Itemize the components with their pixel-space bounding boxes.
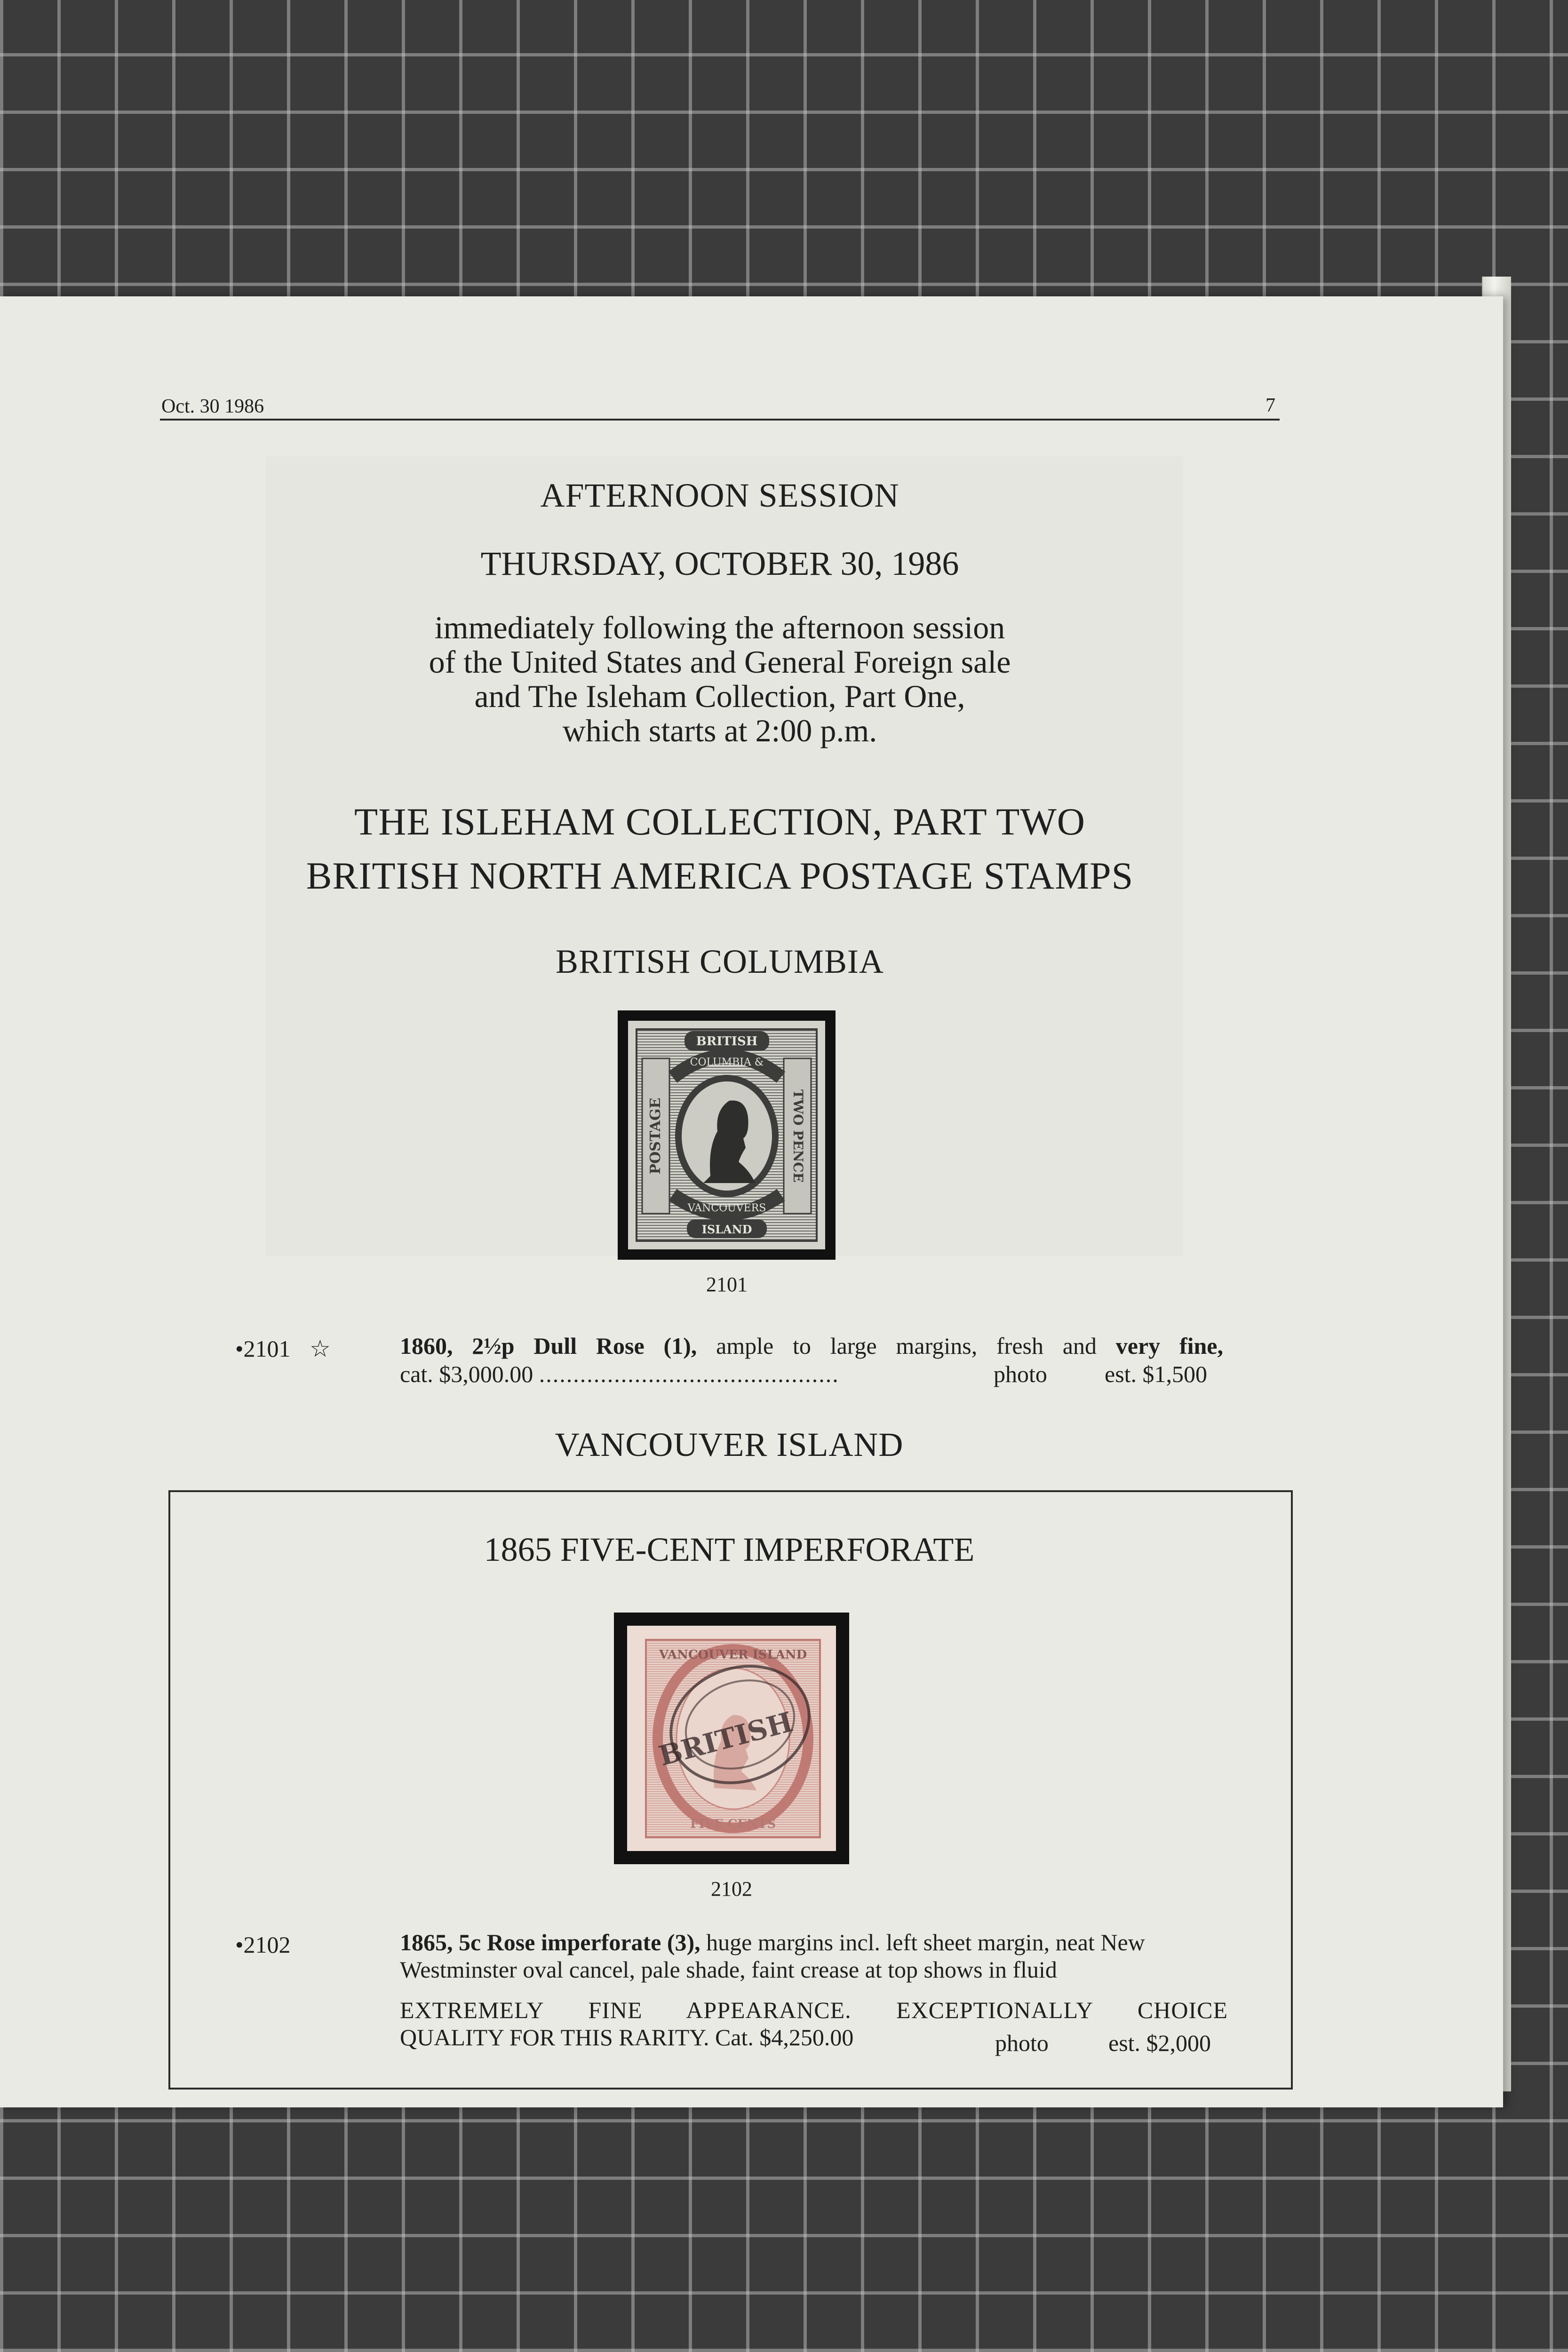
svg-text:VANCOUVER ISLAND: VANCOUVER ISLAND — [659, 1648, 807, 1662]
lot-2102-line: Westminster oval cancel, pale shade, faint crease at top shows in fluid — [400, 1956, 1057, 1983]
session-note-line: of the United States and General Foreign sale — [429, 644, 1011, 680]
lot-2102-title: 1865, 5c Rose imperforate (3), — [400, 1929, 700, 1955]
section-british-columbia: BRITISH COLUMBIA — [555, 943, 884, 980]
session-note-line: which starts at 2:00 p.m. — [562, 713, 877, 748]
lot-2101-cat: cat. $3,000.00 — [400, 1361, 533, 1387]
svg-text:FIVE CENTS: FIVE CENTS — [690, 1817, 776, 1831]
star-symbol-icon: ☆ — [310, 1335, 331, 1362]
session-date: THURSDAY, OCTOBER 30, 1986 — [480, 545, 959, 582]
lot-2101-title: 1860, 2½p Dull Rose (1), — [400, 1333, 697, 1359]
session-note-line: immediately following the afternoon session — [434, 610, 1005, 645]
stamp-image-2102 — [614, 1613, 849, 1864]
section-vancouver-island: VANCOUVER ISLAND — [555, 1426, 904, 1463]
header-date: Oct. 30 1986 — [161, 396, 264, 417]
session-title: AFTERNOON SESSION — [540, 477, 899, 514]
svg-text:COLUMBIA &: COLUMBIA & — [690, 1057, 764, 1068]
lot-2101-photo: photo — [994, 1361, 1047, 1387]
lot-number-2101: •2101 — [235, 1335, 291, 1362]
lot-2102-line — [400, 1929, 1228, 1956]
lot-2101-estimate: est. $1,500 — [1105, 1361, 1208, 1387]
stamp-2101-engraving — [628, 1021, 825, 1249]
lot-2101-text: ample to large margins, fresh and — [697, 1333, 1116, 1359]
lot-2101-catalog-value — [400, 1360, 839, 1388]
svg-text:BRITISH: BRITISH — [696, 1034, 758, 1049]
feature-box-title: 1865 FIVE-CENT IMPERFORATE — [484, 1531, 975, 1568]
collection-subtitle: BRITISH NORTH AMERICA POSTAGE STAMPS — [306, 854, 1134, 897]
stamp-image-2101 — [618, 1010, 836, 1260]
page-number: 7 — [1266, 395, 1275, 416]
svg-text:BRITISH: BRITISH — [655, 1706, 796, 1772]
lot-2102-description — [400, 1929, 1228, 2051]
lot-2101-grade: very fine, — [1115, 1333, 1223, 1359]
session-note-line: and The Isleham Collection, Part One, — [474, 678, 965, 714]
lot-2102-estimate: est. $2,000 — [1108, 2030, 1211, 2056]
lot-2102-grade: EXTREMELY FINE APPEARANCE. EXCEPTIONALLY CHOICE — [400, 1997, 1228, 2023]
svg-text:TWO PENCE: TWO PENCE — [790, 1089, 806, 1183]
lot-number-2102: •2102 — [235, 1931, 291, 1958]
session-note — [0, 611, 1440, 748]
lot-2102-text: huge margins incl. left sheet margin, neat New — [700, 1929, 1145, 1955]
lot-2102-photo: photo — [995, 2030, 1049, 2056]
lot-2102-catalog-value: QUALITY FOR THIS RARITY. Cat. $4,250.00 — [400, 2024, 854, 2050]
stamp-2102-engraving — [627, 1626, 836, 1851]
dotted-leader: ............................................ — [539, 1361, 839, 1387]
collection-title: THE ISLEHAM COLLECTION, PART TWO — [354, 800, 1085, 843]
photo-caption-2101: 2101 — [706, 1273, 748, 1296]
photo-caption-2102: 2102 — [711, 1877, 752, 1900]
lot-2101-description — [400, 1332, 1223, 1359]
svg-text:ISLAND: ISLAND — [701, 1223, 752, 1236]
svg-text:POSTAGE: POSTAGE — [647, 1097, 664, 1175]
svg-text:VANCOUVERS: VANCOUVERS — [687, 1202, 766, 1214]
header-rule — [160, 419, 1280, 421]
